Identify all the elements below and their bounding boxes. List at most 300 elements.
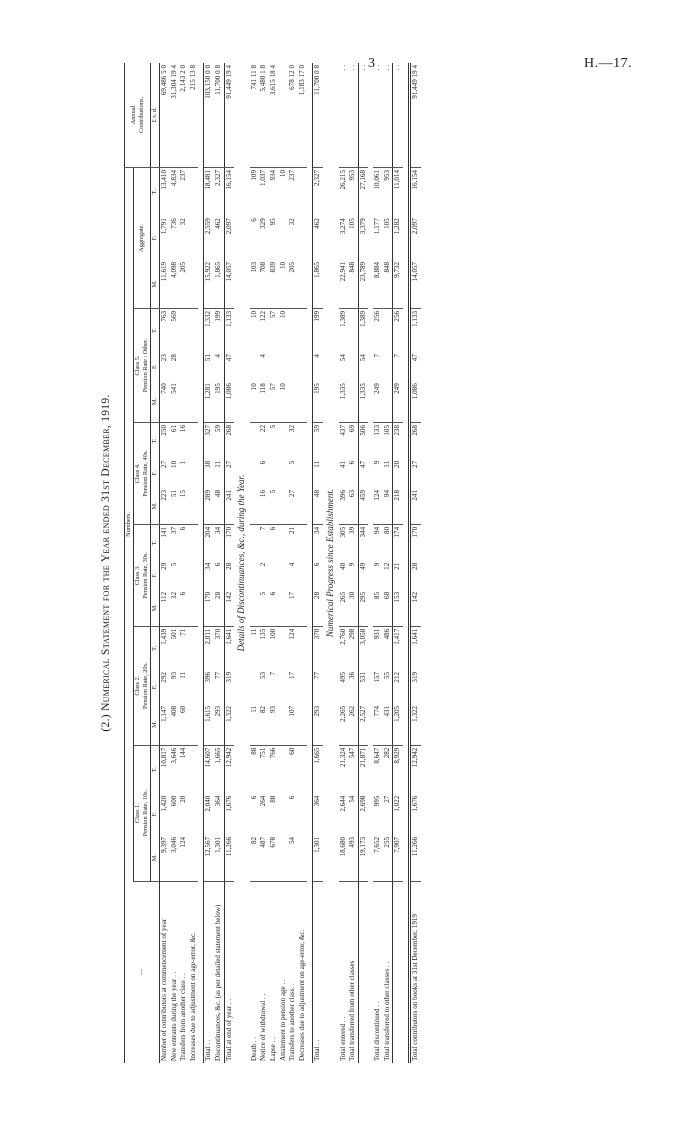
cell-value: 195 [313,381,323,422]
row-label: New entrants during the year . . [169,971,178,1061]
header-sub-f: F. [151,364,158,369]
cell-value: 80 [382,526,391,534]
cell-value: 1,641 [224,626,234,670]
table-row [250,63,260,1063]
cell-value: 5 [268,424,277,429]
cell-value: 170 [204,590,214,626]
cell-value: 1,420 [160,795,168,812]
cell-value: 15,922 [204,260,214,309]
cell-value: 47 [411,354,420,362]
cell-value: 5 [259,590,269,626]
row-label: Death . . [249,1036,258,1061]
cell-value: 11 [250,704,260,745]
cell-value: 7,652 [373,835,383,881]
cell-value: 51 [170,488,180,524]
cell-value: 32 [170,590,180,626]
cell-value: 49 [358,561,368,590]
cell-contribution: . . [339,63,349,167]
cell-value: 295 [358,590,368,626]
cell-value: 541 [170,381,180,422]
cell-value: 28 [224,561,234,590]
section-heading: Numerical Progress since Establishment. [324,488,335,638]
cell-value: 569 [169,310,178,322]
cell-contribution: 11,700 0 8 [214,63,224,167]
cell-value: 142 [410,590,421,626]
table-row [383,63,393,1063]
cell-value: 37 [169,526,178,534]
cell-value: 11 [313,459,323,488]
cell-value: 3,646 [169,747,178,764]
cell-contribution: . . [373,63,383,167]
cell-value [279,488,289,524]
cell-value: 1,177 [373,218,382,235]
cell-value: 931 [373,628,382,640]
cell-value: 774 [373,704,383,745]
cell-value [250,352,260,381]
cell-value: 2,097 [224,216,234,260]
cell-contribution: 215 13 8 [189,63,199,167]
cell-value: 2 [259,562,268,567]
cell-value [279,459,289,488]
row-label: Attainment to pension age . . [278,979,287,1061]
cell-value: 26,215 [338,169,347,190]
header-sub-f: F. [151,471,158,476]
header-blank: — [125,881,160,1063]
cell-value: 223 [160,488,170,524]
row-label: Total discontinued . . [373,1001,382,1061]
cell-value: 17 [288,590,298,626]
cell-value: 94 [383,488,393,524]
cell-value: 1,301 [313,835,323,881]
cell-value [250,590,260,626]
cell-value [298,167,308,216]
cell-value [298,524,308,560]
cell-value: 241 [224,488,234,524]
header-sub-f: F. [151,235,158,241]
cell-value: 12,942 [224,745,234,794]
cell-value [189,422,199,458]
cell-value [298,308,308,352]
cell-contribution: 91,449 19 4 [224,63,234,167]
cell-value: 28 [313,590,323,626]
cell-value: 60 [288,747,297,755]
cell-value [269,459,279,488]
cell-value: 16 [259,488,269,524]
header-annual: Annual Contributions. [125,63,151,167]
cell-value: 5 [269,488,279,524]
table-row [339,63,349,1063]
page-reference: H.—17. [584,56,633,71]
cell-value: 2,327 [213,169,222,186]
cell-value: 21,324 [338,747,347,768]
cell-value: 27 [160,460,168,468]
cell-value: 9 [348,562,357,567]
cell-value [279,626,289,670]
header-sub-f: F. [151,812,158,817]
cell-value: 51 [204,352,214,381]
cell-value [288,352,298,381]
cell-value: 370 [313,626,323,670]
cell-value [250,459,260,488]
cell-value [179,381,189,422]
row-label: Transfers to another class. . [288,983,297,1061]
cell-value [250,524,260,560]
cell-value: 11,266 [410,835,421,881]
cell-value: 5 [288,460,297,465]
cell-value: 1,205 [393,704,403,745]
cell-contribution: 678 12 0 [288,63,298,167]
header-sub-t: T. [151,767,158,773]
cell-value: 63 [348,488,358,524]
cell-value [189,216,199,260]
cell-value: 1,301 [214,835,224,881]
cell-value: 93 [269,704,279,745]
cell-value: 15 [179,488,189,524]
cell-value: 22,941 [339,260,349,309]
cell-value: 38 [204,459,214,488]
page-number: 3 [368,56,375,71]
cell-value: 3,046 [170,835,180,881]
cell-value [189,745,199,794]
cell-value: 12,567 [204,835,214,881]
cell-value: 1,791 [160,218,168,235]
cell-value [279,745,289,794]
cell-value: 16,154 [411,169,420,190]
cell-value: 3,274 [338,218,347,235]
cell-contribution: 1,183 17 0 [298,63,308,167]
cell-value: 47 [224,352,234,381]
section-heading: Details of Discontinuances, &c., during the Year. [236,474,247,652]
cell-value: 8,884 [373,260,383,309]
cell-value: 205 [288,260,298,309]
cell-value: 27 [288,488,298,524]
cell-value: 135 [259,628,268,640]
cell-value: 600 [169,795,178,807]
cell-value: 995 [373,795,382,807]
cell-value: 462 [313,216,323,260]
cell-value [269,561,279,590]
row-label: Lapse . . [268,1036,277,1061]
subtotal-row [358,63,368,1063]
cell-value: 431 [383,704,393,745]
cell-value: 10 [279,381,289,422]
cell-value: 364 [313,794,323,835]
header-class-5: Class 5. Pension Rate : Other. [134,308,151,422]
cell-value: 848 [348,260,358,309]
cell-value [298,352,308,381]
cell-value: 763 [160,310,168,322]
cell-contribution: . . [383,63,393,167]
cell-value: 100 [268,628,277,640]
cell-value: 1,322 [410,704,421,745]
cell-value: 1,037 [259,169,268,186]
cell-value: 487 [259,835,269,881]
cell-value: 4 [288,562,297,567]
cell-value: 1,332 [204,308,214,352]
cell-value [250,561,260,590]
cell-value: 292 [160,671,168,683]
cell-value: 1,086 [224,381,234,422]
cell-value [279,835,289,881]
cell-value: 205 [179,260,189,309]
cell-value: 493 [348,835,358,881]
cell-value: 1,335 [339,381,349,422]
cell-value: 9 [373,562,382,567]
cell-value: 34 [313,524,323,560]
cell-value: 1,865 [313,260,323,309]
row-label: Total at end of year . . [224,881,234,1063]
cell-value: 1,676 [224,794,234,835]
table-row [189,63,199,1063]
cell-value: 265 [339,590,349,626]
header-sub-t: T. [151,645,158,651]
header-sub-m: M. [151,488,160,524]
row-label [393,881,403,1063]
section-heading-row [323,63,339,1063]
cell-value: 112 [160,590,170,626]
cell-value: 839 [269,260,279,309]
cell-value: 12 [382,562,391,570]
cell-value: 41 [338,460,347,468]
cell-contribution: 69,486 5 0 [160,63,170,167]
cell-value: 6 [288,795,297,800]
cell-value: 2,040 [204,794,214,835]
cell-value: 133 [373,424,382,436]
cell-value: 1,133 [411,310,420,327]
cell-value: 10 [169,460,178,468]
cell-value [298,626,308,670]
cell-contribution: . . [393,63,403,167]
cell-value [348,308,358,352]
discontinuances-row [214,63,224,1063]
cell-value: 153 [393,590,403,626]
cell-value: 124 [179,835,189,881]
cell-contribution: 3,615 18 4 [269,63,279,167]
cell-value [298,835,308,881]
cell-value: 34 [213,526,222,534]
cell-value: 1,641 [411,628,420,645]
table-row [348,63,358,1063]
cell-value [250,422,260,458]
cell-value [288,308,298,352]
cell-value: 11,619 [160,260,170,309]
cell-value: 109 [249,169,258,181]
cell-value: 14,057 [410,260,421,309]
cell-value [189,381,199,422]
cell-value: 2,644 [338,795,347,812]
cell-value: 953 [382,169,391,181]
cell-value [298,422,308,458]
cell-value: 7 [268,671,277,676]
cell-value: 141 [160,526,168,538]
cell-value: 61 [169,424,178,433]
cell-value: 48 [214,488,224,524]
cell-value: 27,168 [358,167,368,216]
cell-value: 7 [373,354,382,358]
cell-value [250,488,260,524]
total-row [204,63,214,1063]
cell-value [279,670,289,704]
row-label [358,881,368,1063]
cell-value: 238 [393,422,403,458]
cell-value [298,488,308,524]
cell-value: 1,439 [160,628,168,645]
cell-value: 256 [373,310,382,322]
header-sub-t: T. [151,189,158,195]
cell-contribution: 11,700 0 8 [313,63,323,167]
cell-contribution: 741 11 8 [250,63,260,167]
cell-value: 344 [358,524,368,560]
cell-value: 47 [358,459,368,488]
cell-value [189,794,199,835]
cell-value: 34 [204,561,214,590]
header-sub-t: T. [151,540,158,546]
cell-value [279,704,289,745]
header-sub-f: F. [151,684,158,690]
cell-value: 18,680 [339,835,349,881]
cell-value: 262 [348,704,358,745]
cell-value: 10,817 [160,747,168,768]
cell-value: 199 [213,310,222,322]
row-label: Decreases due to adjustment on age-error, &c. [297,929,306,1061]
cell-value: 39 [348,526,357,534]
cell-value: 1,086 [410,381,421,422]
cell-value [383,352,393,381]
cell-value: 2,011 [204,626,214,670]
cell-value: 54 [288,835,298,881]
cell-value [288,381,298,422]
cell-value: 408 [170,704,180,745]
cell-value: 22 [259,424,268,433]
cell-value: 95 [268,218,277,226]
cell-value [298,381,308,422]
header-sub-t: T. [151,438,158,444]
cell-value: 122 [259,310,268,322]
header-class-4: Class 4. Pension Rate, 40s. [134,422,151,524]
cell-value: 54 [358,352,368,381]
header-class-6: Aggregate. [134,167,151,308]
cell-value: 16,154 [224,167,234,216]
cell-contribution: . . [348,63,358,167]
cell-value: 103 [250,260,260,309]
cell-value: 11 [213,460,222,468]
cell-value: 329 [259,218,268,229]
table-row [170,63,180,1063]
cell-value [189,308,199,352]
row-label: Total . . [313,881,323,1063]
cell-value: 708 [259,260,269,309]
cell-value: 20 [393,459,403,488]
cell-value: 9,397 [160,835,170,881]
cell-value [279,216,289,260]
subtotal-row [393,63,403,1063]
cell-value: 1,389 [338,310,347,327]
cell-value: 2,327 [313,167,323,216]
cell-contribution [279,63,289,167]
cell-value: 305 [338,526,347,538]
cell-value: 249 [373,381,383,422]
cell-value: 20 [179,795,188,803]
cell-value: 6 [179,590,189,626]
header-sub-f: F. [151,573,158,578]
cell-value: 195 [214,381,224,422]
header-sub-t: T. [151,328,158,333]
cell-value: 2,760 [338,628,347,645]
cell-value: 105 [348,218,357,229]
header-money-units: £ s. d. [151,63,160,167]
cell-value: 5 [169,562,178,567]
cell-value [298,459,308,488]
cell-value: 21 [393,561,403,590]
cell-value: 21 [288,526,297,534]
row-label: Total transferred to other classes . . [382,961,391,1061]
cell-value: 364 [213,795,222,807]
cell-value: 6 [259,460,268,465]
cell-value: 157 [373,671,382,683]
cell-value: 327 [204,422,214,458]
header-class-1: Class 1. Pension Rate, 10s. [134,745,151,881]
total-row [313,63,323,1063]
cell-value: 6 [268,526,277,531]
cell-value: 437 [338,424,347,436]
cell-value: 94 [373,526,382,534]
cell-value [179,308,189,352]
row-label: Total transferred from other classes [348,960,357,1061]
row-label: Total entered . . [338,1016,347,1061]
cell-value: 1,865 [214,260,224,309]
cell-value: 59 [213,424,222,433]
cell-value: 10 [250,381,260,422]
cell-value: 27 [411,460,420,468]
cell-value: 6 [249,795,258,800]
cell-value: 7 [393,352,403,381]
cell-value: 486 [382,628,391,640]
cell-value: 2,265 [339,704,349,745]
table-row [269,63,279,1063]
cell-value [298,216,308,260]
cell-value: 1,281 [204,381,214,422]
cell-value [189,352,199,381]
cell-value: 48 [313,488,323,524]
cell-value: 396 [339,488,349,524]
cell-value: 740 [160,381,170,422]
cell-value: 88 [268,795,277,803]
cell-value [189,561,199,590]
cell-value [189,590,199,626]
cell-value: 531 [358,670,368,704]
cell-value [298,794,308,835]
header-sub-m: M. [151,590,160,626]
cell-value: 459 [358,488,368,524]
cell-value: 237 [179,169,188,181]
cell-value: 105 [382,218,391,229]
cell-value: 1,417 [393,626,403,670]
cell-value: 1,147 [160,704,170,745]
cell-value: 105 [382,424,391,436]
cell-value [189,626,199,670]
cell-value [189,835,199,881]
cell-value: 319 [224,670,234,704]
cell-value: 10 [249,310,258,319]
cell-value [269,352,279,381]
cell-contribution: . . [358,63,368,167]
cell-value: 4 [213,354,222,358]
cell-value: 142 [224,590,234,626]
cell-value: 396 [204,670,214,704]
cell-value: 85 [373,590,383,626]
cell-value: 53 [259,671,268,680]
cell-value: 9,732 [393,260,403,309]
